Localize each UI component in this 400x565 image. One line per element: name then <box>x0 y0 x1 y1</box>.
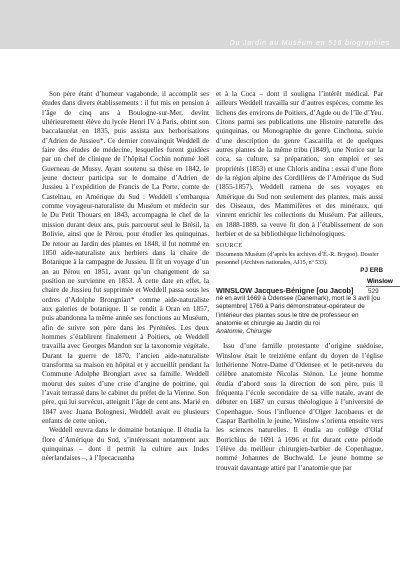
paragraph: Issu d’une famille protestante d’origine suédoise, Winslow était le treizième enfant du doyen de l’église luthérienne Notre-Dame d’Odensee et le petit-neveu du célèbre anatomiste Nicolas Sténon. Le jeune homme étudia d’abord sous la direction de son père, puis il fréquenta l’école secondaire de sa ville natale, avant de débuter en 1687 un cursus théologique à l’université de Copenhague. Sous l’influence d’Olger Jacobaeus et de Caspar Bartholin le jeune, Winslow s’orienta ensuite vers les sciences naturelles. Il étudia au collège d’Olaf Borrichius de 1691 à 1696 et fut durant cette période l’élève du meilleur chirurgien-barbier de Copenhague, nommé Johannes de Buchwald. Le jeune homme se trouvait davantage attiré par l’anatomie que par <box>216 342 383 472</box>
left-column <box>42 90 209 464</box>
right-column <box>216 90 383 473</box>
margin-name: Winslow <box>367 278 393 285</box>
margin-rule <box>366 286 400 287</box>
margin-tab <box>366 278 400 295</box>
running-header-title: Du Jardin au Muséum en 516 biographies <box>229 40 390 47</box>
page-number: 529 <box>368 288 379 295</box>
entry-meta: né en avril 1669 à Odensee (Danemark), mort le 3 avril [ou septembre] 1760 à Paris démonstrateur-opérateur de l’intérieur des plantes sous le titre de professeur en anatomie et chirurgie au Jardin du roi <box>216 295 381 327</box>
entry-speciality: Anatomie, Chirurgie <box>216 328 272 336</box>
entry-name: WINSLOW Jacques-Bénigne [ou Jacob] <box>216 286 354 296</box>
paragraph: et à la Coca – dont il souligna l’intérêt médical. Par ailleurs Weddell travailla sur d’autres espèces, comme les lichens des environs de Poitiers, d’Agde ou de l’île d’Yeu. Citons parmi ses publications une Histoire naturelle des quinquinas, ou Monographie du genre Cinchona, suivie d’une description du genre Cascarilla et de quelques autres plantes de la même tribu (1849), une Notice sur la coca, sa culture, sa préparation, son emploi et ses propriétés (1853) et une Chloris andina : essai d’une flore de la région alpine des Cordillères de l’Amérique du Sud (1855-1857). Weddell ramena de ses voyages en Amérique du Sud non seulement des plantes, mais aussi des Oiseaux, des Mammifères et des minéraux, qui vinrent enrichir les collections du Muséum. Par ailleurs, en 1888-1889, sa veuve fit don à l’établissement de son herbier et de sa bibliothèque lichénologiques. <box>216 90 383 239</box>
source-text: Documents Muséum (d’après les archives d’É.-R. Brygoo). Dossier personnel (Archives nationales, AJ15, nº 533). <box>216 251 379 267</box>
paragraph: Son père étant d’humeur vagabonde, il accomplit ses études dans divers établissements : il fut mis en pension à l’âge de cinq ans à Boulogne-sur-Mer, devint ultérieurement élève du lycée Henri IV à Paris, obtint son baccalauréat en 1835, puis assista aux herborisations d’Adrien de Jussieu*. Ce dernier convainquit Weddell de faire des études de médecine, lesquelles furent guidées par un chef de clinique de l’hôpital Cochin nommé Joël Guerneau de Mussy. Ayant soutenu sa thèse en 1842, le jeune docteur participa sur le domaine d’Adrien de Jussieu à l’expédition de Francis de La Porte, comte de Castelnau, en Amérique du Sud : Weddell s’embarqua comme voyageur-naturaliste du Muséum et médecin sur le Du Petit Thouars en 1843, accompagna le chef de la mission durant deux ans, puis parcourut seul le Brésil, la Bolivie, ainsi que le Pérou, pour étudier les quinquinas. De retour au Jardin des plantes en 1848, il fut nommé en 1850 aide-naturaliste aux herbiers dans la chaire de Botanique à la campagne de Jussieu. Il fit un voyage d’un an au Pérou en 1851, avant qu’un changement de sa position ne survienne en 1853. À cette date en effet, la chaire de Jussieu fut supprimée et Weddell passa sous les ordres d’Adolphe Brongniart* comme aide-naturaliste aux galeries de botanique. Il se rendit à Oran en 1857, puis abandonna la même année ses fonctions au Muséum, afin de suivre son père dans les Pyrénées. Les deux hommes s’établirent finalement à Poitiers, où Weddell travailla avec Georges Mandon sur la taxonomie végétale. Durant la guerre de 1870, l’ancien aide-naturaliste transforma sa maison en hôpital et y accueillit pendant la Commune Adolphe Brongiart avec sa famille. Weddell mourut des suites d’une crise d’angine de poitrine, qui l’avait terrassé dans le cabinet du préfet de la Vienne. Son père, qui lui survécut, atteignit l’âge de cent ans. Marié en 1847 avec Juana Bolognesi, Weddell avait eu plusieurs enfants de cette union. <box>42 90 209 426</box>
source-heading: SOURCE <box>216 242 243 249</box>
author-initials: PJ ERB <box>360 267 383 275</box>
paragraph: Weddell œuvra dans le domaine botanique. Il étudia la flore d’Amérique du Sud, s’intéressant notamment aux quinquinas – dont il permit la culture aux Indes néerlandaises –, à l’Ipecacuanha <box>42 426 209 463</box>
